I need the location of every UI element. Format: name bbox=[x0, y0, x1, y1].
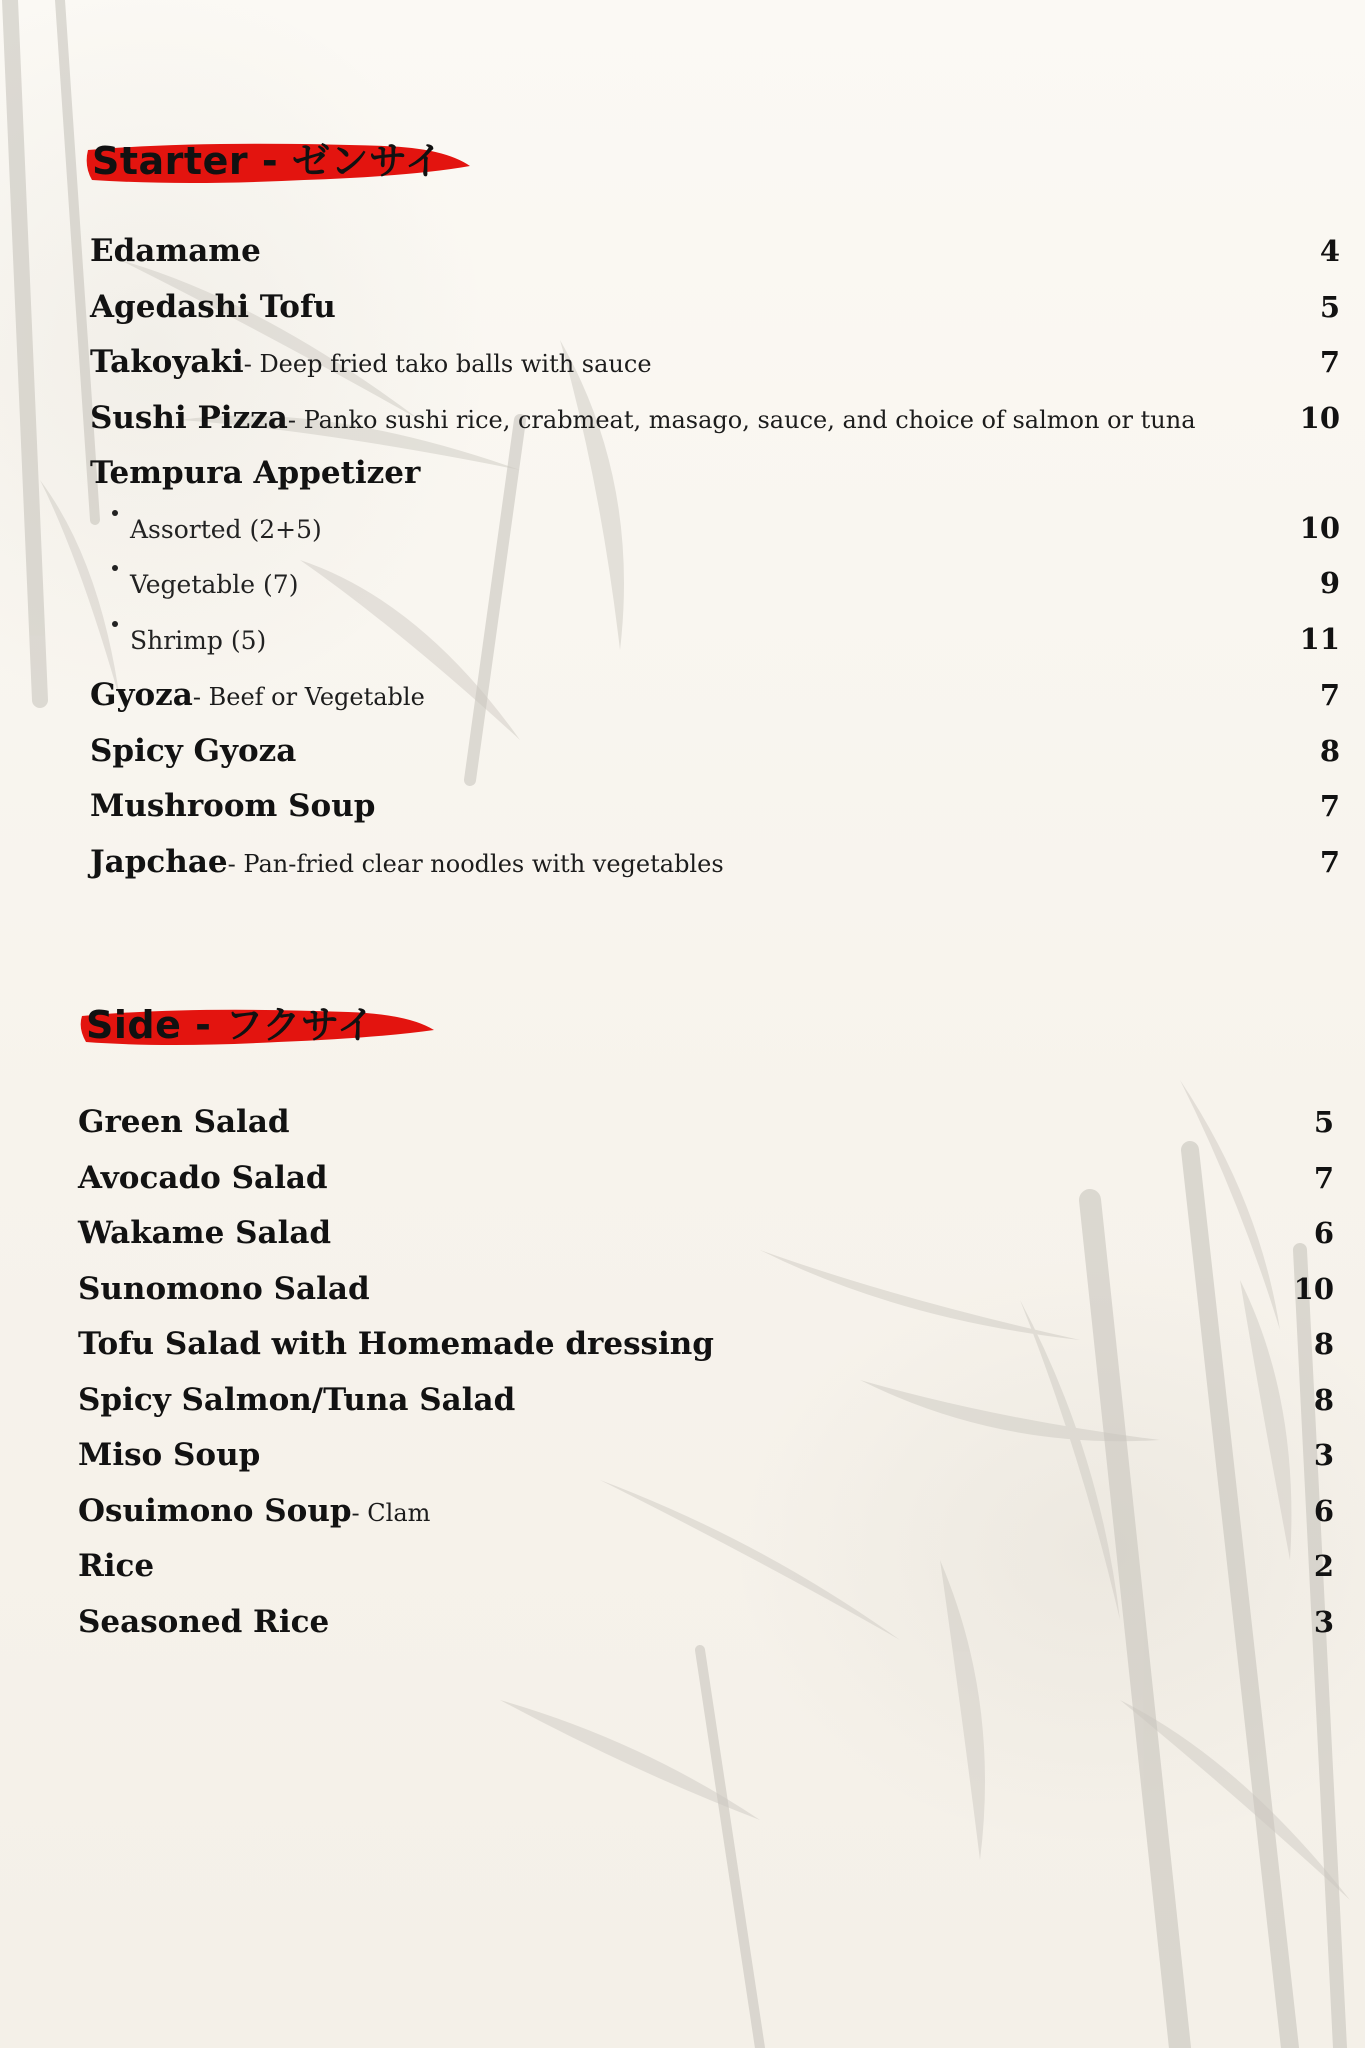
starter-section bbox=[84, 118, 1340, 880]
starter-items bbox=[90, 233, 1340, 899]
menu-item bbox=[90, 733, 1340, 789]
menu-item bbox=[90, 233, 1340, 289]
item-price: 4 bbox=[1319, 234, 1340, 268]
item-name: Japchae bbox=[90, 843, 228, 880]
item-name: Rice bbox=[78, 1548, 155, 1584]
bullet-icon bbox=[112, 621, 118, 627]
tempura-option bbox=[90, 622, 1340, 678]
side-title: Side - フクサイ bbox=[86, 1003, 376, 1047]
item-name: Sunomono Salad bbox=[78, 1270, 370, 1307]
menu-item bbox=[78, 1493, 1334, 1549]
item-price: 11 bbox=[1299, 621, 1340, 656]
item-name: Spicy Salmon/Tuna Salad bbox=[78, 1381, 516, 1418]
item-desc: - Deep fried tako balls with sauce bbox=[243, 350, 652, 378]
bullet-icon bbox=[112, 565, 118, 571]
item-price: 7 bbox=[1319, 678, 1340, 712]
item-desc: - Beef or Vegetable bbox=[192, 683, 425, 711]
item-price: 7 bbox=[1319, 345, 1340, 379]
item-name: Miso Soup bbox=[78, 1437, 261, 1473]
bullet-icon bbox=[112, 510, 118, 516]
menu-item bbox=[90, 844, 1340, 900]
item-price: 2 bbox=[1313, 1549, 1334, 1583]
item-name: Seasoned Rice bbox=[78, 1603, 330, 1640]
starter-header bbox=[84, 118, 504, 188]
item-desc: - Panko sushi rice, crabmeat, masago, sauce, and choice of salmon or tuna bbox=[287, 405, 1196, 434]
tempura-option bbox=[90, 511, 1340, 567]
menu-item bbox=[90, 677, 1340, 733]
item-name: Osuimono Soup bbox=[78, 1492, 352, 1529]
menu-item bbox=[90, 344, 1340, 400]
item-price: 10 bbox=[1299, 400, 1340, 435]
menu-item bbox=[78, 1215, 1334, 1271]
item-name: Tofu Salad with Homemade dressing bbox=[78, 1326, 714, 1362]
side-section bbox=[78, 982, 1334, 1640]
item-price: 7 bbox=[1319, 789, 1340, 823]
menu-item bbox=[78, 1326, 1334, 1382]
item-name: Mushroom Soup bbox=[90, 788, 376, 824]
item-price: 7 bbox=[1319, 844, 1340, 879]
starter-title: Starter - ゼンサイ bbox=[92, 139, 444, 183]
menu-item bbox=[78, 1604, 1334, 1660]
item-price: 9 bbox=[1319, 566, 1340, 600]
item-price: 6 bbox=[1313, 1216, 1334, 1250]
item-price: 10 bbox=[1299, 510, 1340, 545]
tempura-options bbox=[90, 511, 1340, 678]
item-price: 3 bbox=[1313, 1438, 1334, 1472]
item-name: Tempura Appetizer bbox=[90, 455, 421, 491]
item-name: Takoyaki bbox=[90, 344, 244, 380]
item-name: Edamame bbox=[90, 233, 261, 269]
menu-item bbox=[90, 400, 1340, 456]
item-desc: - Clam bbox=[351, 1498, 431, 1527]
item-name: Green Salad bbox=[78, 1104, 290, 1140]
option-name: Assorted (2+5) bbox=[130, 514, 322, 544]
menu-item bbox=[78, 1104, 1334, 1160]
item-price: 5 bbox=[1313, 1105, 1334, 1139]
menu-item bbox=[78, 1160, 1334, 1216]
side-items bbox=[78, 1104, 1334, 1659]
option-name: Vegetable (7) bbox=[130, 570, 299, 599]
item-price: 5 bbox=[1319, 289, 1340, 324]
item-desc: - Pan-fried clear noodles with vegetables bbox=[227, 849, 724, 878]
item-price: 8 bbox=[1313, 1382, 1334, 1417]
item-name: Agedashi Tofu bbox=[90, 288, 336, 325]
item-name: Avocado Salad bbox=[78, 1159, 328, 1196]
side-header bbox=[78, 982, 498, 1052]
menu-item bbox=[78, 1437, 1334, 1493]
tempura-option bbox=[90, 566, 1340, 622]
item-name: Gyoza bbox=[90, 677, 193, 713]
item-price: 10 bbox=[1293, 1271, 1334, 1306]
item-price: 7 bbox=[1313, 1160, 1334, 1195]
item-price: 8 bbox=[1319, 733, 1340, 768]
menu-item bbox=[90, 788, 1340, 844]
menu-item bbox=[90, 289, 1340, 345]
item-name: Wakame Salad bbox=[78, 1215, 332, 1251]
item-name: Sushi Pizza bbox=[90, 399, 288, 436]
item-price: 6 bbox=[1313, 1493, 1334, 1528]
item-name: Spicy Gyoza bbox=[90, 732, 297, 769]
menu-item bbox=[78, 1382, 1334, 1438]
menu-item bbox=[78, 1271, 1334, 1327]
item-price: 8 bbox=[1313, 1327, 1334, 1361]
menu-item bbox=[90, 455, 1340, 511]
option-name: Shrimp (5) bbox=[130, 625, 267, 655]
menu-item bbox=[78, 1548, 1334, 1604]
item-price: 3 bbox=[1313, 1604, 1334, 1639]
